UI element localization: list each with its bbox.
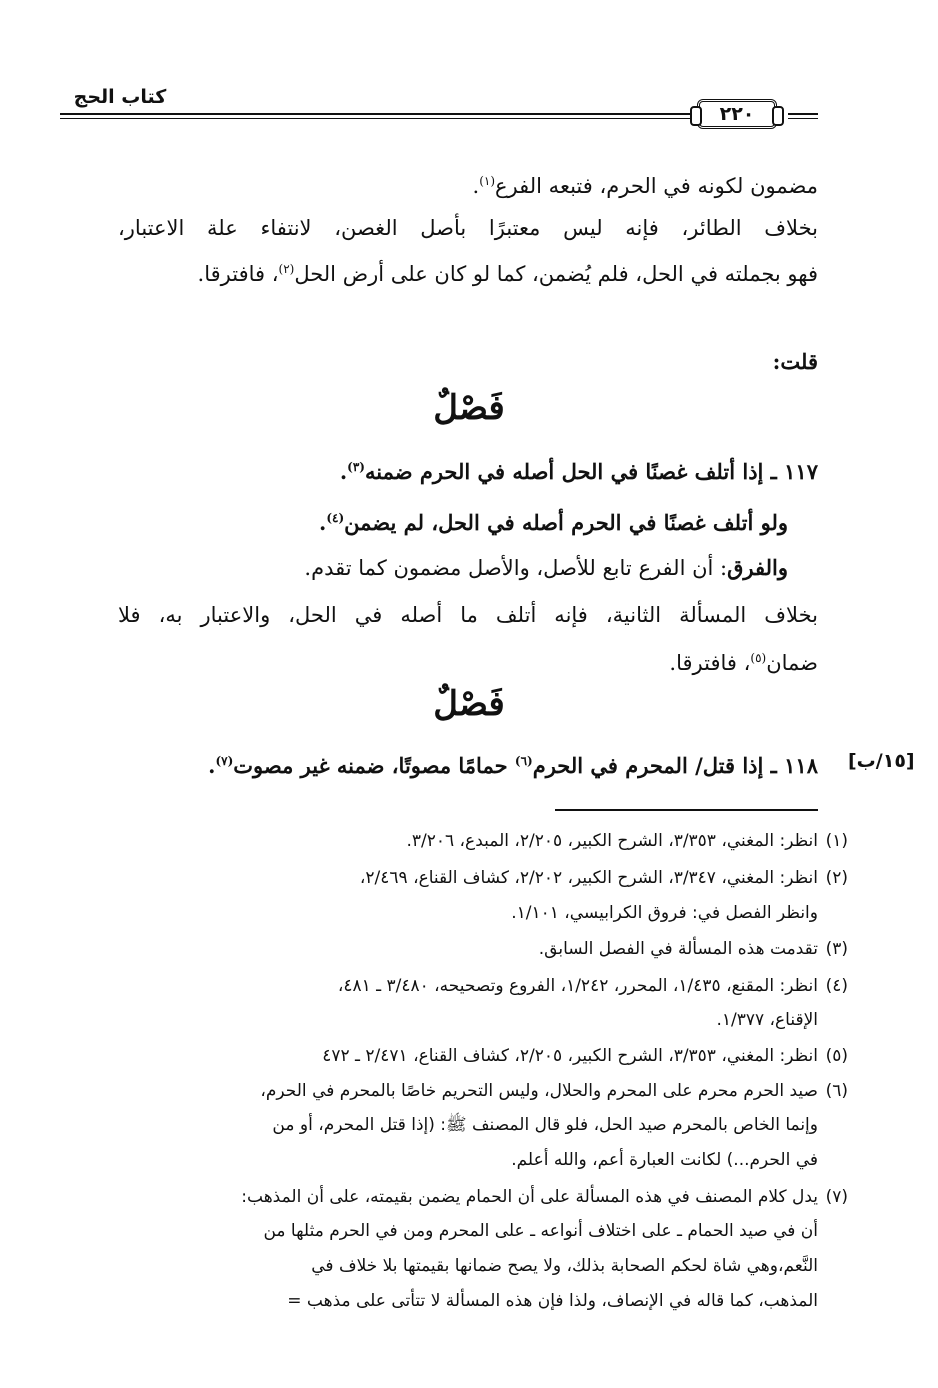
footnote-line: انظر: المغني، ٣/٣٤٧، الشرح الكبير، ٢/٢٠٢، كشاف القناع، ٢/٤٦٩، bbox=[359, 868, 818, 888]
footnote-line: وانظر الفصل في: فروق الكرابيسي، ١/١٠١. bbox=[511, 903, 818, 923]
distinction-label: والفرق bbox=[727, 555, 788, 580]
body-line-1: مضمون لكونه في الحرم، فتبعه الفرع$^{(١)}$. bbox=[472, 174, 818, 198]
footnote-line: انظر: المقنع، ١/٤٣٥، المحرر، ١/٢٤٢، الفروع وتصحيحه، ٣/٤٨٠ ـ ٤٨١، bbox=[337, 976, 818, 996]
footnote-number: (٥) bbox=[825, 1046, 848, 1066]
manuscript-folio-marker: [١٥/ب] bbox=[848, 750, 915, 772]
body-line-9: ضمان$^{(٥)}$، فافترقا. bbox=[669, 651, 818, 675]
footnote-ref[interactable]: (٥) bbox=[750, 651, 767, 665]
footnote-line: في الحرم...) لكانت العبارة أعم، والله أعلم. bbox=[511, 1150, 818, 1170]
body-line-2: بخلاف الطائر، فإنه ليس معتبرًا بأصل الغصن، لانتفاء علة الاعتبار، bbox=[118, 216, 818, 240]
header-rule-right-top bbox=[788, 113, 818, 115]
issue-117-second: ولو أتلف غصنًا في الحرم أصله في الحل، لم يضمن$^{(٤)}$. bbox=[319, 510, 788, 535]
running-head-title: كتاب الحج bbox=[73, 86, 167, 108]
body-line-8: بخلاف المسألة الثانية، فإنه أتلف ما أصله في الحل، والاعتبار به، فلا bbox=[118, 603, 818, 627]
footnote-line: صيد الحرم محرم على المحرم والحلال، وليس التحريم خاصًا بالمحرم في الحرم، bbox=[260, 1081, 818, 1101]
footnote-ref[interactable]: (٣) bbox=[347, 460, 365, 474]
header-rule-bottom bbox=[60, 118, 690, 119]
footnote-number: (٧) bbox=[825, 1187, 848, 1207]
footnote-line: يدل كلام المصنف في هذه المسألة على أن الحمام يضمن بقيمته، على أن المذهب: bbox=[241, 1187, 818, 1207]
body-line-3: فهو بجملته في الحل، فلم يُضمن، كما لو كان على أرض الحل$^{(٢)}$، فافترقا. bbox=[197, 262, 818, 286]
footnote-line: انظر: المغني، ٣/٣٥٣، الشرح الكبير، ٢/٢٠٥، المبدع، ٣/٢٠٦. bbox=[406, 831, 818, 851]
header-rule-top bbox=[60, 113, 690, 115]
qult-label: قلت: bbox=[772, 349, 818, 374]
footnote-line: أن في صيد الحمام ـ على اختلاف أنواعه ـ على المحرم ومن في الحرم مثلها من bbox=[263, 1221, 818, 1241]
footnote-number: (٣) bbox=[825, 939, 848, 959]
section-heading-fasl-1: فَصْلٌ bbox=[433, 388, 505, 428]
issue-118: ١١٨ ـ إذا قتل/ المحرم في الحرم$^{(٦)}$ حمامًا مصوتًا، ضمنه غير مصوت$^{(٧)}$. bbox=[208, 753, 818, 778]
footnote-line: النَّعم،وهي شاة لحكم الصحابة بذلك، ولا يصح ضمانها بقيمتها بلا خلاف في bbox=[311, 1256, 818, 1276]
footnote-number: (١) bbox=[825, 831, 848, 851]
footnote-line: انظر: المغني، ٣/٣٥٣، الشرح الكبير، ٢/٢٠٥، كشاف القناع، ٢/٤٧١ ـ ٤٧٢ bbox=[322, 1046, 818, 1066]
footnote-ref[interactable]: (٧) bbox=[215, 754, 234, 768]
footnote-line: وإنما الخاص بالمحرم صيد الحل، فلو قال المصنف ﷺ: (إذا قتل المحرم، أو من bbox=[272, 1115, 818, 1135]
footnote-line: المذهب، كما قاله في الإنصاف، ولذا فإن هذه المسألة لا تتأتى على مذهب = bbox=[287, 1291, 818, 1311]
footnote-ref[interactable]: (٤) bbox=[326, 511, 345, 525]
footnote-number: (٢) bbox=[825, 868, 848, 888]
issue-117: ١١٧ ـ إذا أتلف غصنًا في الحل أصله في الحرم ضمنه$^{(٣)}$. bbox=[339, 459, 818, 484]
footnote-separator bbox=[555, 809, 818, 811]
footnote-number: (٦) bbox=[825, 1081, 848, 1101]
footnote-line: الإقناع، ١/٣٧٧. bbox=[716, 1010, 818, 1030]
distinction-line: والفرق: أن الفرع تابع للأصل، والأصل مضمون كما تقدم. bbox=[304, 555, 788, 580]
header-rule-right-bottom bbox=[788, 118, 818, 119]
page-number: ٢٢٠ bbox=[719, 103, 755, 125]
footnote-line: تقدمت هذه المسألة في الفصل السابق. bbox=[538, 939, 818, 959]
footnote-ref[interactable]: (١) bbox=[479, 174, 496, 188]
page-number-badge bbox=[697, 99, 777, 129]
footnote-ref[interactable]: (٢) bbox=[278, 262, 295, 276]
footnote-ref[interactable]: (٦) bbox=[514, 754, 533, 768]
footnote-number: (٤) bbox=[825, 976, 848, 996]
section-heading-fasl-2: فَصْلٌ bbox=[433, 684, 505, 724]
